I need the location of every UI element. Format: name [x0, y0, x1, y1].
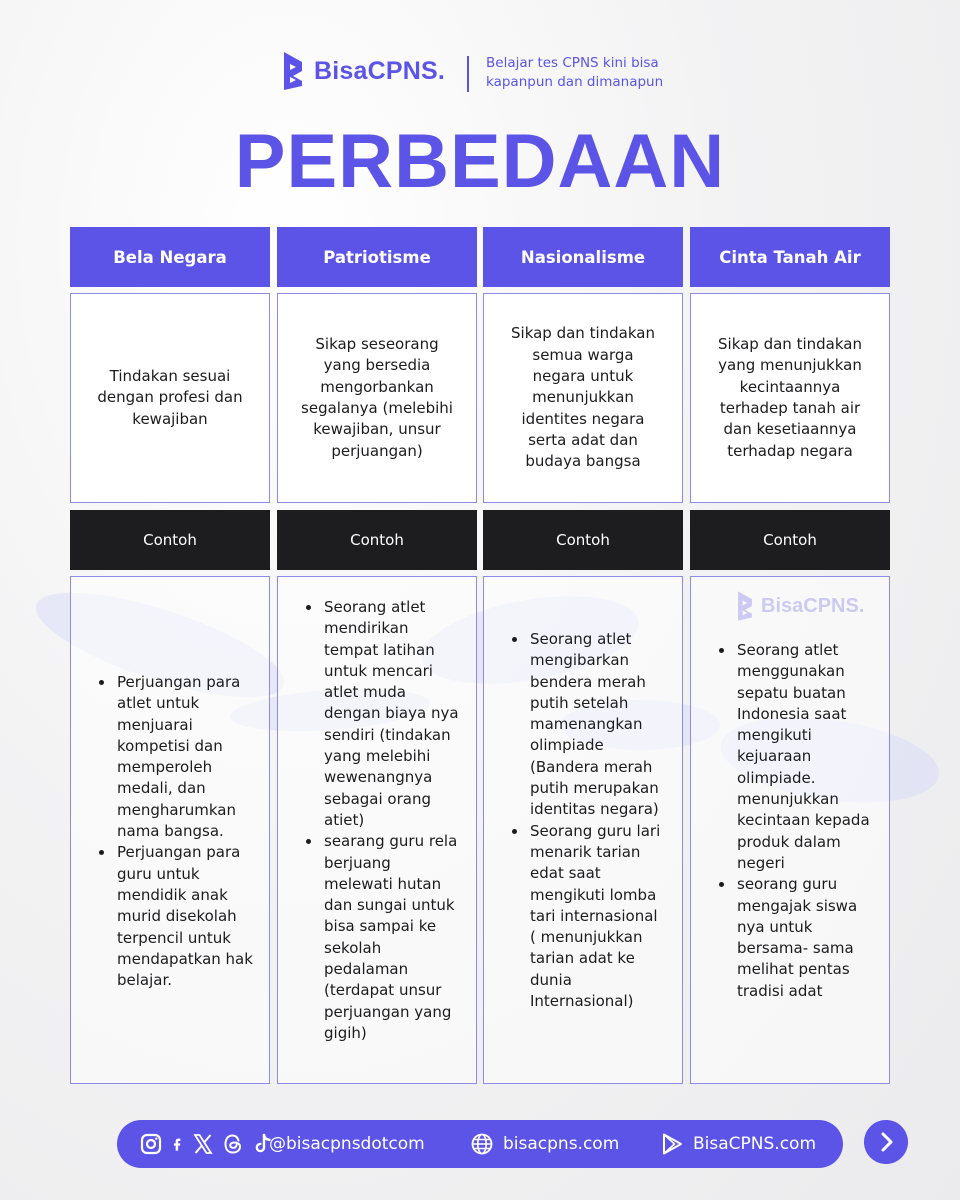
watermark-text: BisaCPNS.: [761, 594, 865, 617]
globe-icon: [470, 1132, 494, 1156]
x-icon[interactable]: [191, 1132, 215, 1156]
example-box-patriotisme: [277, 576, 477, 1084]
example-item: • searang guru rela berjuang melewati hutan dan sungai untuk bisa sampai ke sekolah pedalaman (terdapat unsur perjuangan yang gigih): [322, 831, 462, 1044]
play-store-icon: [660, 1132, 684, 1156]
example-label-nasionalisme: Contoh: [483, 510, 683, 570]
watermark-logo-mark: [735, 591, 755, 621]
example-item: • seorang guru mengajak siswa nya untuk bersama- sama melihat pentas tradisi adat: [735, 874, 875, 1002]
brand-name: BisaCPNS.: [314, 56, 446, 85]
definition-box-nasionalisme: [483, 293, 683, 503]
brand-tagline: [486, 54, 663, 92]
column-heading-patriotisme: Patriotisme: [277, 227, 477, 287]
footer-bar: [117, 1120, 843, 1168]
example-item: • Seorang guru lari menarik tarian edat saat mengikuti lomba tari internasional ( menunjukkan tarian adat ke dunia Internasional): [528, 821, 668, 1013]
facebook-icon[interactable]: [169, 1132, 185, 1156]
definition-text: Sikap dan tindakan yang menunjukkan kecintaannya terhadep tanah air dan kesetiaannya terhadap negara: [718, 335, 862, 460]
tagline-line-1: Belajar tes CPNS kini bisa: [486, 55, 659, 71]
definition-text: Tindakan sesuai dengan profesi dan kewajiban: [97, 367, 243, 428]
definition-box-cinta-tanah-air: [690, 293, 890, 503]
watermark-logo: [735, 591, 864, 621]
header: [0, 50, 960, 96]
definition-text: Sikap dan tindakan semua warga negara untuk menunjukkan identites negara serta adat dan budaya bangsa: [511, 324, 655, 471]
definition-box-patriotisme: [277, 293, 477, 503]
example-item: • Seorang atlet mengibarkan bendera merah putih setelah mamenangkan olimpiade (Bandera merah putih merupakan identitas negara): [528, 629, 668, 821]
definition-box-bela-negara: [70, 293, 270, 503]
example-list: [717, 640, 875, 1002]
example-item: • Perjuangan para atlet untuk menjuarai kompetisi dan memperoleh medali, dan mengharumkan nama bangsa.: [115, 672, 255, 842]
example-label-patriotisme: Contoh: [277, 510, 477, 570]
example-box-bela-negara: [70, 576, 270, 1084]
example-label-cinta-tanah-air: Contoh: [690, 510, 890, 570]
example-list: [304, 597, 462, 1044]
example-list: [97, 672, 255, 991]
next-page-button[interactable]: [864, 1120, 908, 1164]
example-item: • Perjuangan para guru untuk mendidik anak murid disekolah terpencil untuk mendapatkan hak belajar.: [115, 842, 255, 991]
brand-logo-mark: [280, 52, 306, 90]
example-label-bela-negara: Contoh: [70, 510, 270, 570]
page-title: PERBEDAAN: [234, 119, 726, 204]
example-box-cinta-tanah-air: [690, 576, 890, 1084]
threads-icon[interactable]: [221, 1132, 245, 1156]
column-heading-cinta-tanah-air: Cinta Tanah Air: [690, 227, 890, 287]
instagram-icon[interactable]: [139, 1132, 163, 1156]
column-heading-bela-negara: Bela Negara: [70, 227, 270, 287]
example-box-nasionalisme: [483, 576, 683, 1084]
header-divider: [467, 56, 469, 92]
tagline-line-2: kapanpun dan dimanapun: [486, 74, 664, 90]
example-list: [510, 629, 668, 1012]
example-item: • Seorang atlet mendirikan tempat latihan untuk mencari atlet muda dengan biaya nya sendiri (tindakan yang melebihi wewenangnya sebagai orang atiet): [322, 597, 462, 831]
brand-logo: [280, 52, 445, 90]
website-link[interactable]: bisacpns.com: [503, 1134, 620, 1154]
column-heading-nasionalisme: Nasionalisme: [483, 227, 683, 287]
social-icons: [139, 1132, 275, 1156]
store-link[interactable]: BisaCPNS.com: [693, 1134, 817, 1154]
example-item: • Seorang atlet menggunakan sepatu buatan Indonesia saat mengikuti kejuaraan olimpiade. menunjukkan kecintaan kepada produk dalam negeri: [735, 640, 875, 874]
definition-text: Sikap seseorang yang bersedia mengorbankan segalanya (melebihi kewajiban, unsur perjuangan): [301, 335, 453, 460]
social-handle[interactable]: @bisacpnsdotcom: [269, 1134, 425, 1154]
